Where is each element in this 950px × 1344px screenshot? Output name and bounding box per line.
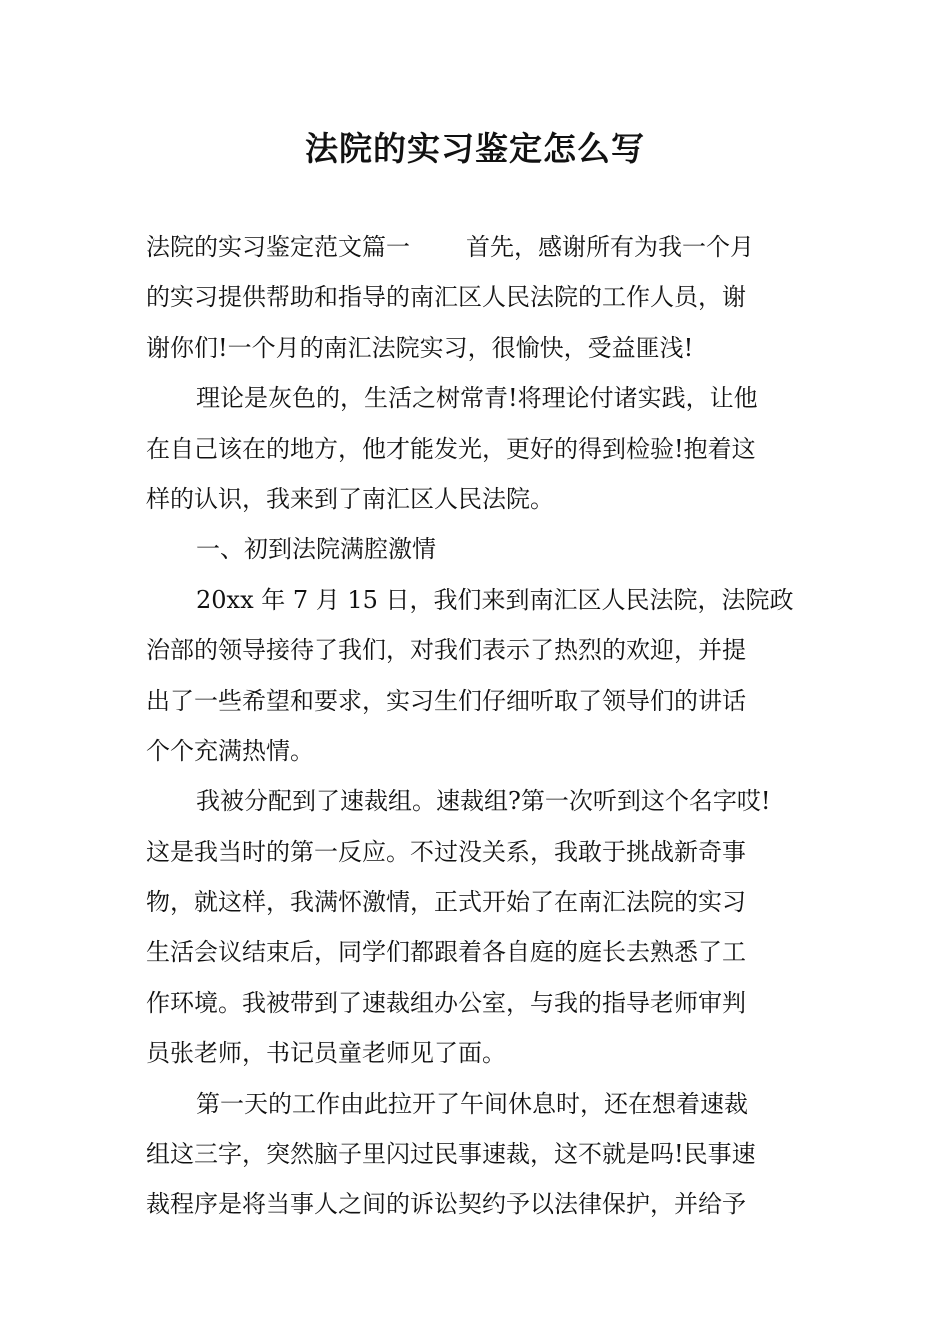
text-line: 裁程序是将当事人之间的诉讼契约予以法律保护，并给予	[146, 1190, 746, 1219]
text-line: 生活会议结束后，同学们都跟着各自庭的庭长去熟悉了工	[146, 938, 746, 967]
text-line: 这是我当时的第一反应。不过没关系，我敢于挑战新奇事	[146, 837, 746, 866]
paragraph-first-line: 我被分配到了速裁组。速裁组?第一次听到这个名字哎!	[196, 787, 771, 816]
text-line: 治部的领导接待了我们，对我们表示了热烈的欢迎，并提	[146, 636, 746, 665]
paragraph-first-line: 第一天的工作由此拉开了午间休息时，还在想着速裁	[196, 1089, 748, 1118]
text-line: 个个充满热情。	[146, 736, 314, 765]
section-heading: 一、初到法院满腔激情	[196, 535, 436, 564]
text-line: 样的认识，我来到了南汇区人民法院。	[146, 484, 554, 513]
text-line: 谢你们!一个月的南汇法院实习，很愉快，受益匪浅!	[146, 333, 694, 362]
paragraph-start: 首先，感谢所有为我一个月	[466, 233, 754, 261]
section-heading-inline: 法院的实习鉴定范文篇一	[146, 233, 410, 261]
text-line: 物，就这样，我满怀激情，正式开始了在南汇法院的实习	[146, 888, 746, 917]
document-title: 法院的实习鉴定怎么写	[305, 129, 645, 168]
document-body	[146, 222, 836, 1230]
text-line: 员张老师，书记员童老师见了面。	[146, 1039, 506, 1068]
text-line: 的实习提供帮助和指导的南汇区人民法院的工作人员，谢	[146, 283, 746, 312]
paragraph-first-line: 理论是灰色的，生活之树常青!将理论付诸实践，让他	[196, 384, 758, 413]
paragraph-first-line: 20xx 年 7 月 15 日，我们来到南汇区人民法院，法院政	[196, 585, 794, 614]
text-line: 组这三字，突然脑子里闪过民事速裁，这不就是吗!民事速	[146, 1140, 756, 1169]
text-line: 出了一些希望和要求，实习生们仔细听取了领导们的讲话	[146, 686, 746, 715]
text-line: 作环境。我被带到了速裁组办公室，与我的指导老师审判	[146, 988, 746, 1017]
text-line: 在自己该在的地方，他才能发光，更好的得到检验!抱着这	[146, 434, 756, 463]
text-line	[146, 222, 836, 272]
